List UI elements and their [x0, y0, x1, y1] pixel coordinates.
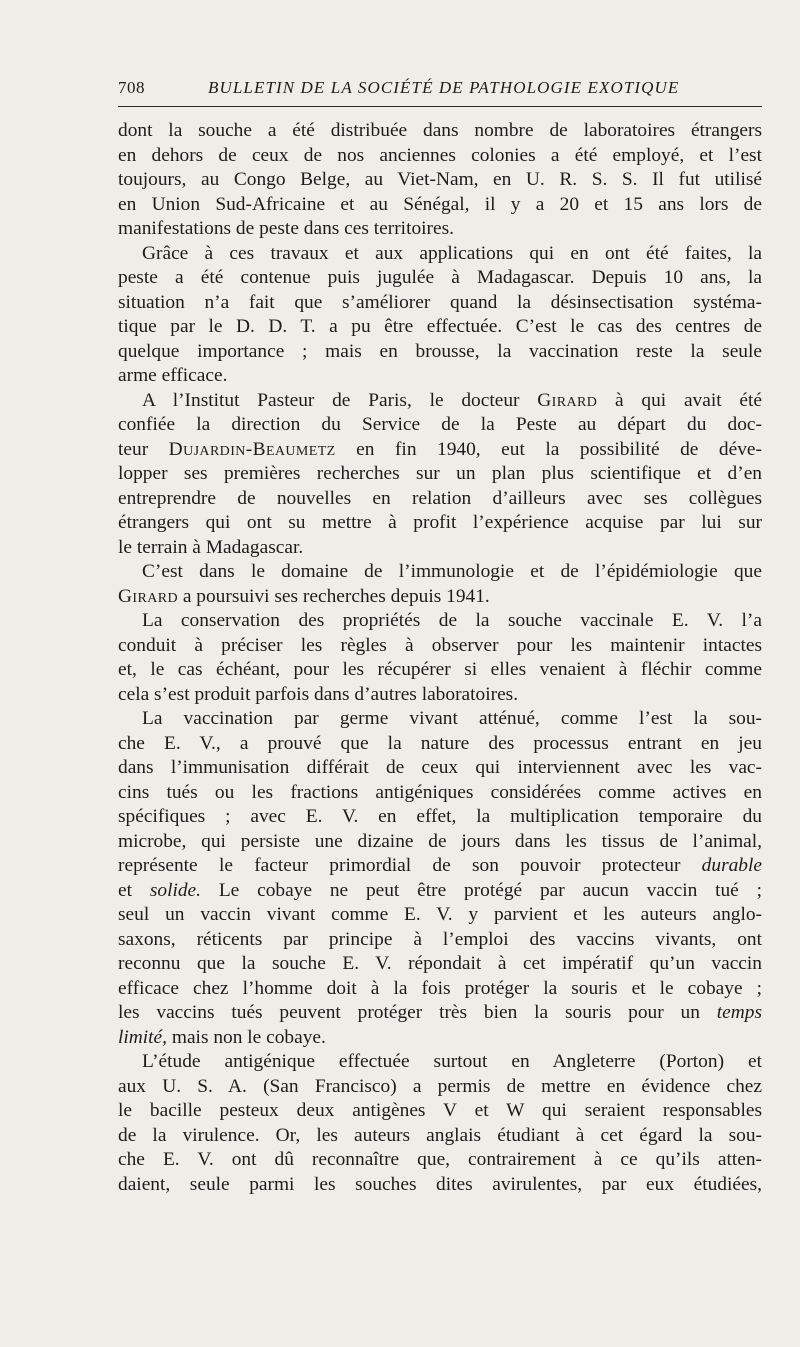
text-run: A l’Institut Pasteur de Paris, le docteur: [142, 389, 538, 411]
text-line: [118, 879, 762, 904]
paragraph: [118, 707, 762, 1050]
text-line: arme efficace.: [118, 365, 228, 386]
text-run: à qui avait été: [597, 389, 763, 411]
text-line: peste a été contenue puis jugulée à Madagascar. Depuis 10 ans, la: [118, 267, 762, 288]
author-name: Girard: [118, 585, 178, 607]
text-line: quelque importance ; mais en brousse, la vaccination reste la seule: [118, 340, 762, 362]
text-line: La conservation des propriétés de la souche vaccinale E. V. l’a: [142, 610, 762, 631]
text-line: C’est dans le domaine de l’immunologie et de l’épidémiologie que: [142, 561, 762, 582]
text-line: en Union Sud-Africaine et au Sénégal, il y a 20 et 15 ans lors de: [118, 193, 762, 215]
text-line: lopper ses premières recherches sur un plan plus scientifique et d’en: [118, 463, 762, 484]
text-line: de la virulence. Or, les auteurs anglais étudiant à cet égard la sou-: [118, 1124, 762, 1146]
text-line: aux U. S. A. (San Francisco) a permis de mettre en évidence chez: [118, 1075, 762, 1097]
text-run: a poursuivi ses recherches depuis 1941.: [177, 585, 490, 607]
text-line: situation n’a fait que s’améliorer quand la désinsectisation systéma-: [118, 291, 762, 313]
text-line: tique par le D. D. T. a pu être effectuée. C’est le cas des centres de: [118, 316, 762, 337]
text-line: [118, 1001, 762, 1026]
header-rule: [118, 106, 762, 107]
text-line: en dehors de ceux de nos anciennes colonies a été employé, et l’est: [118, 144, 762, 166]
text-line: manifestations de peste dans ces territoires.: [118, 218, 454, 239]
text-line: entreprendre de nouvelles en relation d’ailleurs avec ses collègues: [118, 487, 762, 509]
text-run: représente le facteur primordial de son pouvoir protecteur: [118, 855, 702, 876]
paragraph: [118, 389, 762, 561]
text-line: che E. V. ont dû reconnaître que, contrairement à ce qu’ils atten-: [118, 1149, 762, 1170]
text-line: et, le cas échéant, pour les récupérer si elles venaient à fléchir comme: [118, 659, 762, 680]
text-line: microbe, qui persiste une dizaine de jours dans les tissus de l’animal,: [118, 830, 762, 852]
text-line: [118, 1026, 762, 1051]
text-line: dont la souche a été distribuée dans nombre de laboratoires étrangers: [118, 120, 762, 141]
text-line: étrangers qui ont su mettre à profit l’expérience acquise par lui sur: [118, 512, 762, 533]
text-line: che E. V., a prouvé que la nature des processus entrant en jeu: [118, 732, 762, 754]
text-run: teur: [118, 438, 169, 460]
text-line: L’étude antigénique effectuée surtout en Angleterre (Porton) et: [142, 1051, 762, 1072]
text-line: dans l’immunisation différait de ceux qui interviennent avec les vac-: [118, 757, 762, 778]
text-line: reconnu que la souche E. V. répondait à cet impératif qu’un vaccin: [118, 953, 762, 974]
text-line: confiée la direction du Service de la Peste au départ du doc-: [118, 414, 762, 435]
text-line: cela s’est produit parfois dans d’autres laboratoires.: [118, 683, 519, 705]
paragraph: [118, 1050, 762, 1197]
text-run: Le cobaye ne peut être protégé par aucun vaccin tué ;: [201, 879, 762, 901]
text-line: cins tués ou les fractions antigéniques considérées comme actives en: [118, 781, 762, 803]
text-line: le bacille pesteux deux antigènes V et W qui seraient responsables: [118, 1100, 762, 1121]
emphasis: durable: [701, 855, 762, 876]
text-line: [118, 854, 762, 879]
emphasis: temps: [716, 1002, 762, 1023]
text-run: et: [118, 879, 150, 901]
paragraph: [118, 119, 762, 242]
text-line: toujours, au Congo Belge, au Viet-Nam, en U. R. S. S. Il fut utilisé: [118, 169, 762, 190]
text-line: [118, 438, 762, 463]
text-line: Grâce à ces travaux et aux applications qui en ont été faites, la: [142, 242, 762, 264]
author-name: Dujardin-Beaumetz: [168, 438, 336, 460]
running-head: [118, 0, 762, 96]
text-line: spécifiques ; avec E. V. en effet, la multiplication temporaire du: [118, 806, 762, 827]
text-line: saxons, réticents par principe à l’emploi des vaccins vivants, ont: [118, 928, 762, 950]
text-line: [118, 585, 762, 610]
text-line: seul un vaccin vivant comme E. V. y parvient et les auteurs anglo-: [118, 904, 762, 925]
text-line: La vaccination par germe vivant atténué, comme l’est la sou-: [142, 708, 762, 729]
text-line: efficace chez l’homme doit à la fois protéger la souris et le cobaye ;: [118, 977, 762, 999]
emphasis: limité,: [118, 1026, 168, 1048]
paragraph: [118, 609, 762, 707]
paragraph: [118, 242, 762, 389]
emphasis: solide.: [149, 879, 201, 901]
text-run: les vaccins tués peuvent protéger très bien la souris pour un: [118, 1002, 717, 1023]
text-line: [118, 389, 762, 414]
author-name: Girard: [537, 389, 598, 411]
journal-title: BULLETIN DE LA SOCIÉTÉ DE PATHOLOGIE EXOTIQUE: [208, 78, 680, 97]
text-line: le terrain à Madagascar.: [118, 536, 304, 558]
text-run: en fin 1940, eut la possibilité de déve-: [335, 438, 762, 460]
article-body: [118, 119, 762, 1197]
text-line: conduit à préciser les règles à observer pour les maintenir intactes: [118, 634, 762, 656]
page-number: 708: [118, 78, 145, 97]
paragraph: [118, 560, 762, 609]
text-run: mais non le cobaye.: [167, 1026, 326, 1048]
text-line: daient, seule parmi les souches dites avirulentes, par eux étudiées,: [118, 1173, 762, 1195]
